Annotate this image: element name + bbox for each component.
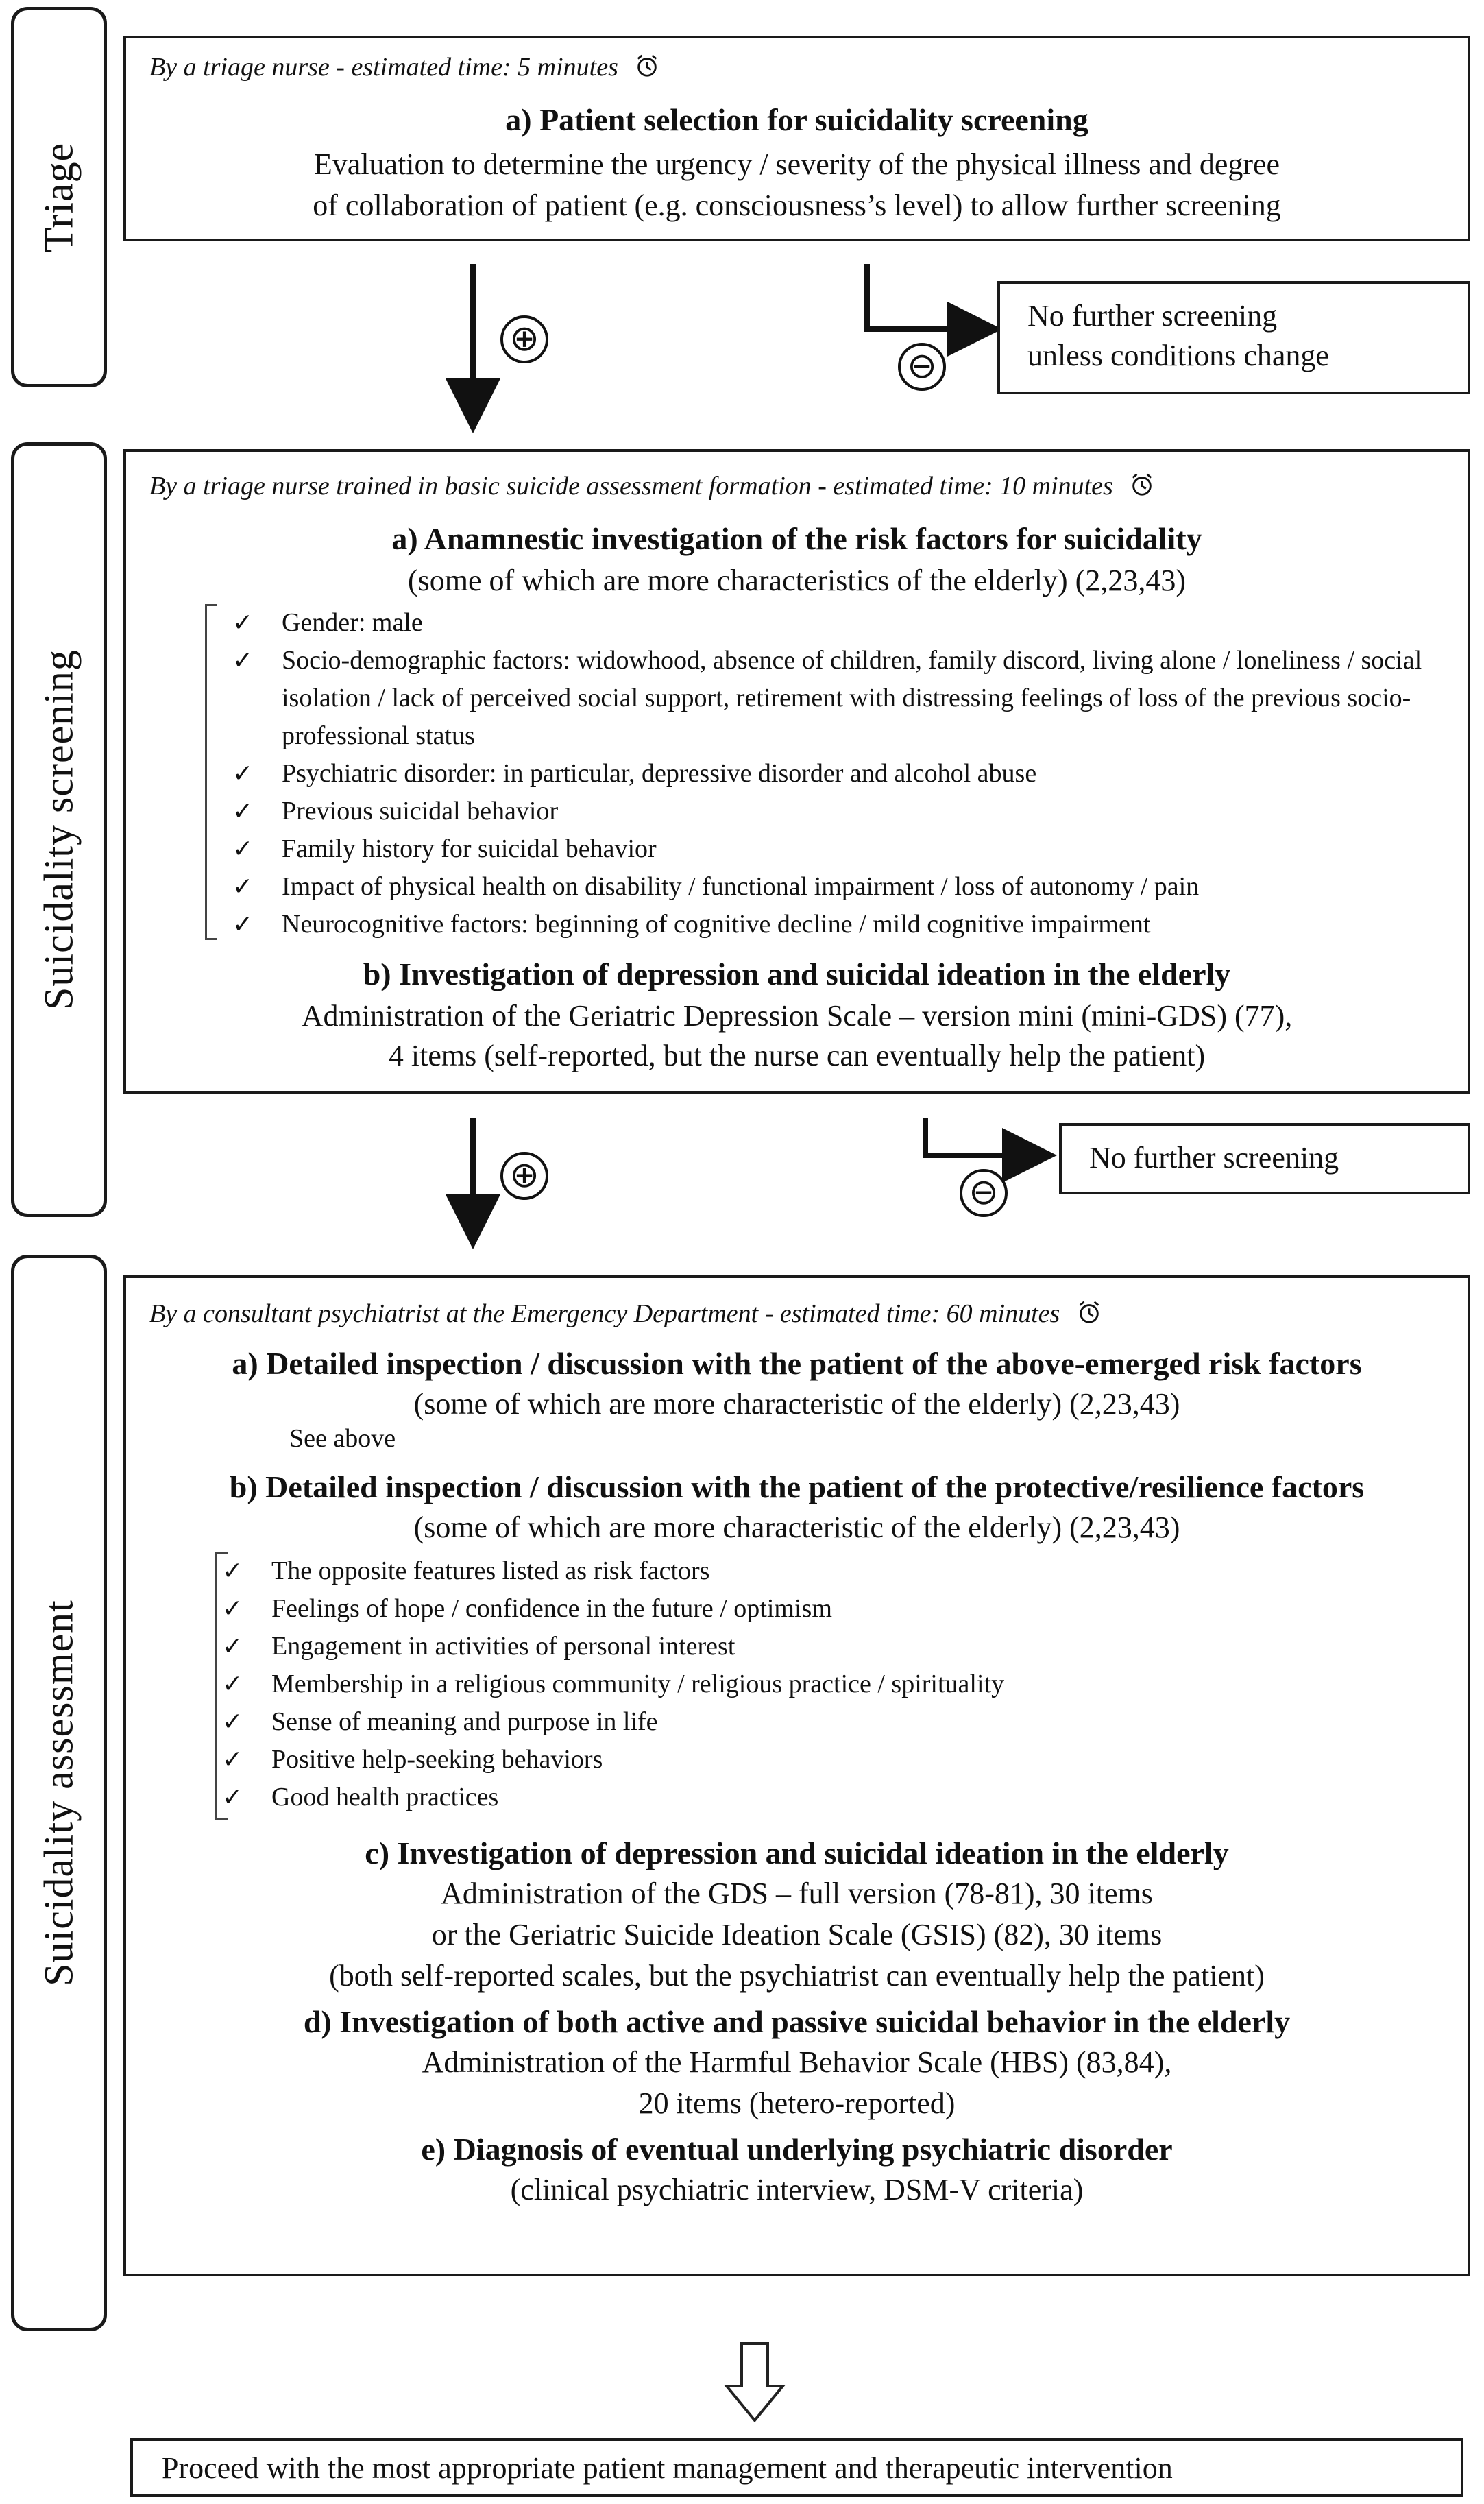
assessment-c-line-2: or the Geriatric Suicide Ideation Scale (GSIS) (82), 30 items: [431, 1918, 1163, 1951]
list-item: ✓ Family history for suicidal behavior: [232, 830, 1440, 868]
list-item: ✓ Sense of meaning and purpose in life: [222, 1703, 1440, 1741]
check-icon: ✓: [232, 797, 254, 826]
screening-a-title: a) Anamnestic investigation of the risk factors for suicidality: [391, 521, 1202, 556]
assessment-e-title: e) Diagnosis of eventual underlying psychiatric disorder: [421, 2132, 1173, 2167]
assessment-b-sub: (some of which are more characteristic of the elderly) (2,23,43): [413, 1510, 1180, 1544]
assessment-d-line-1: Administration of the Harmful Behavior Scale (HBS) (83,84),: [422, 2045, 1172, 2079]
triage-negative-line-1: No further screening: [1027, 299, 1278, 333]
triage-byline: [149, 52, 660, 86]
assessment-a-note: See above: [289, 1424, 396, 1453]
protective-factors-list: [222, 1552, 1440, 1816]
list-item: ✓ Membership in a religious community / religious practice / spirituality: [222, 1665, 1440, 1703]
plus-sign-triage: ⊕: [500, 315, 548, 363]
list-item: ✓ Neurocognitive factors: beginning of cognitive decline / mild cognitive impairment: [232, 906, 1440, 943]
check-icon: ✓: [232, 609, 254, 637]
assessment-e-sub: (clinical psychiatric interview, DSM-V criteria): [510, 2173, 1084, 2206]
screening-negative-text: No further screening: [1089, 1141, 1339, 1175]
assessment-d-title: d) Investigation of both active and passive suicidal behavior in the elderly: [303, 2004, 1291, 2039]
alarm-clock-icon: [1129, 472, 1155, 505]
assessment-c-line-1: Administration of the GDS – full version (78-81), 30 items: [441, 1877, 1153, 1910]
stage-label-assessment: Suicidality assessment: [36, 1600, 82, 1986]
final-box: [130, 2438, 1463, 2497]
screening-byline-text: By a triage nurse trained in basic suicide assessment formation - estimated time: 10 minutes: [149, 472, 1113, 501]
screening-b-line-2: 4 items (self-reported, but the nurse can eventually help the patient): [388, 1039, 1206, 1072]
alarm-clock-icon: [634, 53, 660, 86]
alarm-clock-icon: [1076, 1299, 1102, 1332]
triage-negative-box: [997, 281, 1470, 394]
list-item: ✓ Engagement in activities of personal interest: [222, 1628, 1440, 1665]
check-icon: ✓: [222, 1783, 243, 1811]
stage-label-screening: Suicidality screening: [36, 649, 82, 1010]
assessment-a-sub: (some of which are more characteristic of the elderly) (2,23,43): [413, 1387, 1180, 1421]
screening-negative-box: [1059, 1123, 1470, 1194]
triage-line-1: Evaluation to determine the urgency / severity of the physical illness and degree: [313, 147, 1280, 181]
list-item: ✓ Previous suicidal behavior: [232, 793, 1440, 830]
check-icon: ✓: [232, 911, 254, 939]
check-icon: ✓: [222, 1557, 243, 1585]
risk-factors-bracket: [205, 604, 217, 940]
stage-label-triage: Triage: [36, 142, 82, 252]
risk-factors-list: [232, 604, 1440, 943]
arrow-triage-negative: [867, 264, 980, 329]
check-icon: ✓: [222, 1708, 243, 1736]
arrow-screening-negative: [925, 1118, 1035, 1155]
assessment-a-title: a) Detailed inspection / discussion with the patient of the above-emerged risk factors: [232, 1346, 1362, 1381]
check-icon: ✓: [222, 1670, 243, 1698]
minus-sign-triage: ⊖: [898, 343, 946, 391]
check-icon: ✓: [232, 760, 254, 788]
list-item: ✓ The opposite features listed as risk factors: [222, 1552, 1440, 1590]
assessment-d-line-2: 20 items (hetero-reported): [638, 2086, 956, 2120]
assessment-byline-text: By a consultant psychiatrist at the Emergency Department - estimated time: 60 minutes: [149, 1299, 1060, 1328]
check-icon: ✓: [232, 873, 254, 901]
list-item: ✓ Psychiatric disorder: in particular, depressive disorder and alcohol abuse: [232, 755, 1440, 793]
check-icon: ✓: [232, 647, 254, 675]
final-text: Proceed with the most appropriate patient management and therapeutic intervention: [162, 2451, 1173, 2485]
list-item: ✓ Impact of physical health on disability / functional impairment / loss of autonomy / pain: [232, 868, 1440, 906]
screening-byline: [149, 471, 1155, 505]
triage-line-2: of collaboration of patient (e.g. consciousness’s level) to allow further screening: [313, 189, 1281, 222]
minus-sign-screening: ⊖: [960, 1169, 1008, 1217]
screening-box: [123, 449, 1470, 1094]
assessment-box: [123, 1275, 1470, 2276]
screening-a-sub: (some of which are more characteristics of the elderly) (2,23,43): [408, 564, 1186, 597]
list-item: ✓ Gender: male: [232, 604, 1440, 642]
list-item: ✓ Good health practices: [222, 1779, 1440, 1816]
hollow-down-arrow-icon: [727, 2344, 783, 2420]
check-icon: ✓: [222, 1746, 243, 1774]
assessment-byline: [149, 1299, 1102, 1332]
triage-title: a) Patient selection for suicidality screening: [505, 102, 1088, 137]
check-icon: ✓: [222, 1633, 243, 1661]
list-item: ✓ Feelings of hope / confidence in the future / optimism: [222, 1590, 1440, 1628]
plus-sign-screening: ⊕: [500, 1152, 548, 1200]
check-icon: ✓: [232, 835, 254, 863]
screening-b-line-1: Administration of the Geriatric Depression Scale – version mini (mini-GDS) (77),: [301, 999, 1293, 1033]
assessment-c-title: c) Investigation of depression and suicidal ideation in the elderly: [365, 1835, 1229, 1870]
screening-b-title: b) Investigation of depression and suicidal ideation in the elderly: [363, 956, 1231, 991]
check-icon: ✓: [222, 1595, 243, 1623]
list-item: ✓ Positive help-seeking behaviors: [222, 1741, 1440, 1779]
triage-byline-text: By a triage nurse - estimated time: 5 minutes: [149, 53, 618, 82]
triage-negative-line-2: unless conditions change: [1027, 339, 1329, 372]
triage-box: [123, 36, 1470, 241]
assessment-c-line-3: (both self-reported scales, but the psychiatrist can eventually help the patient): [329, 1959, 1265, 1993]
assessment-b-title: b) Detailed inspection / discussion with the patient of the protective/resilience factors: [229, 1469, 1365, 1504]
list-item: ✓ Socio-demographic factors: widowhood, absence of children, family discord, living alone / loneliness / social isolation / lack of perceived social support, retirement with distressing feelings of loss of the previous socio-professional status: [232, 642, 1440, 755]
